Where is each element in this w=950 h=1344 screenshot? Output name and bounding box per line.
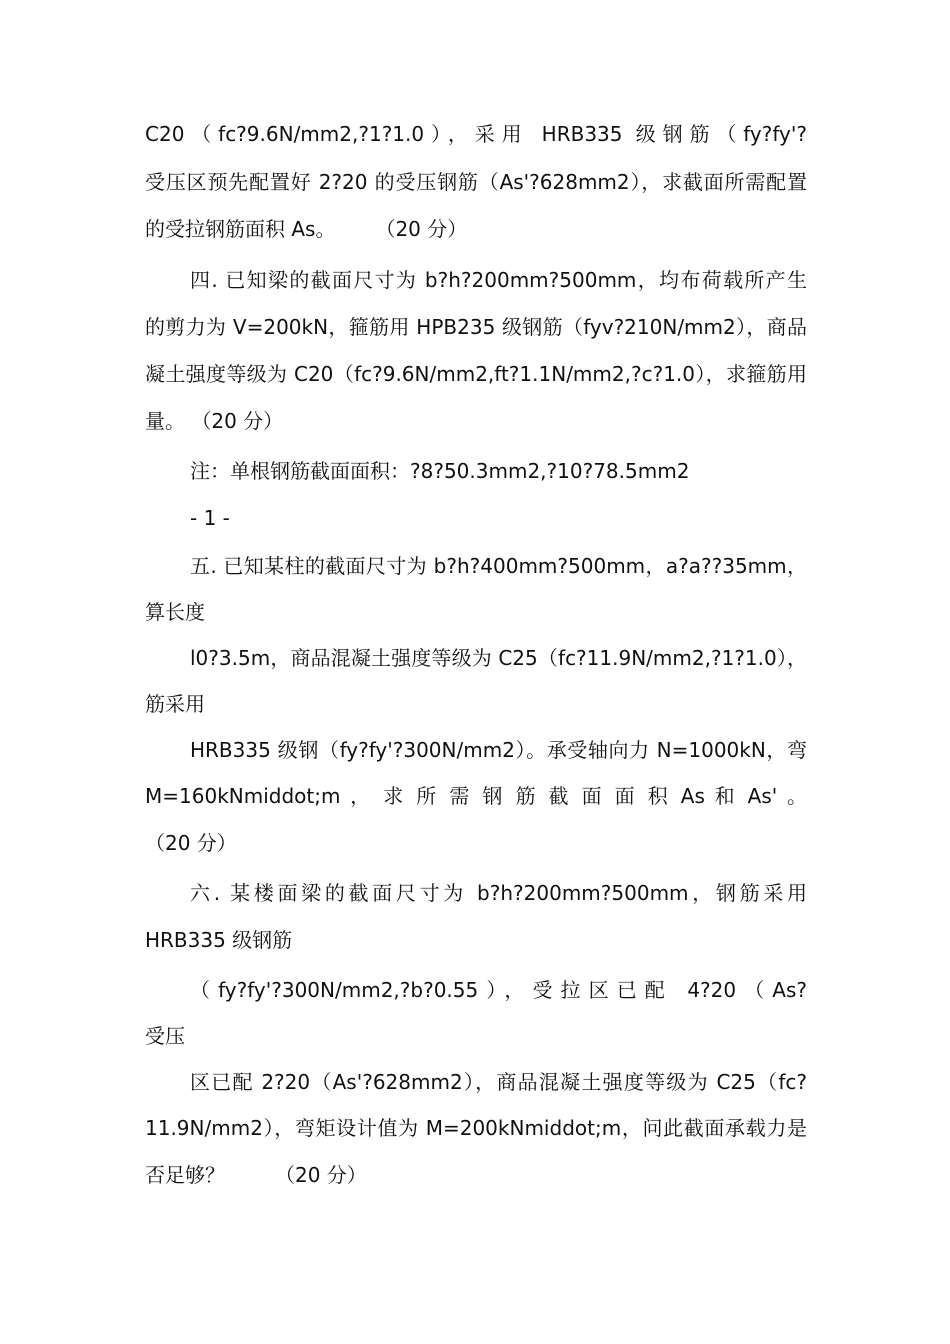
question-6-heading: 六. 某楼面梁的截面尺寸为 b?h?200mm?500mm，钢筋采用 — [190, 881, 807, 905]
question-4-heading: 四. 已知梁的截面尺寸为 b?h?200mm?500mm，均布荷载所产生 — [190, 268, 807, 292]
text-line: 11.9N/mm2），弯矩设计值为 M=200kNmiddot;m，问此截面承载力是 — [145, 1116, 807, 1140]
text-line: HRB335 级钢（fy?fy'?300N/mm2）。承受轴向力 N=1000kN，弯 — [190, 738, 807, 762]
text-line: 受压 — [145, 1024, 185, 1048]
text-line: l0?3.5m，商品混凝土强度等级为 C25（fc?11.9N/mm2,?1?1.0）， — [190, 646, 807, 670]
note-line: 注：单根钢筋截面面积：?8?50.3mm2,?10?78.5mm2 — [190, 459, 690, 483]
question-5-heading: 五. 已知某柱的截面尺寸为 b?h?400mm?500mm，a?a??35mm， — [190, 554, 807, 578]
text-line: 的剪力为 V=200kN，箍筋用 HPB235 级钢筋（fyv?210N/mm2），商品 — [145, 315, 807, 339]
text-line: 算长度 — [145, 600, 205, 624]
text-line: 的受拉钢筋面积 As。 （20 分） — [145, 217, 468, 241]
text-line: HRB335 级钢筋 — [145, 928, 293, 952]
text-line: 筋采用 — [145, 692, 205, 716]
text-line: 区已配 2?20（As'?628mm2），商品混凝土强度等级为 C25（fc? — [190, 1070, 807, 1094]
text-line: 凝土强度等级为 C20（fc?9.6N/mm2,ft?1.1N/mm2,?c?1.0），求箍筋用 — [145, 362, 807, 386]
text-line: 否足够？ （20 分） — [145, 1163, 367, 1187]
text-line: 量。 （20 分） — [145, 409, 284, 433]
text-line: 受压区预先配置好 2?20 的受压钢筋（As'?628mm2），求截面所需配置 — [145, 170, 807, 194]
text-line: （20 分） — [145, 831, 237, 855]
page-number: - 1 - — [190, 506, 230, 530]
text-line: M=160kNmiddot;m ， 求 所 需 钢 筋 截 面 面 积 As 和 As' 。 — [145, 784, 807, 808]
text-line: （fy?fy'?300N/mm2,?b?0.55），受拉区已配 4?20（As? — [190, 978, 807, 1002]
text-line: C20（fc?9.6N/mm2,?1?1.0），采用 HRB335 级钢筋（fy?fy'? — [145, 122, 807, 146]
